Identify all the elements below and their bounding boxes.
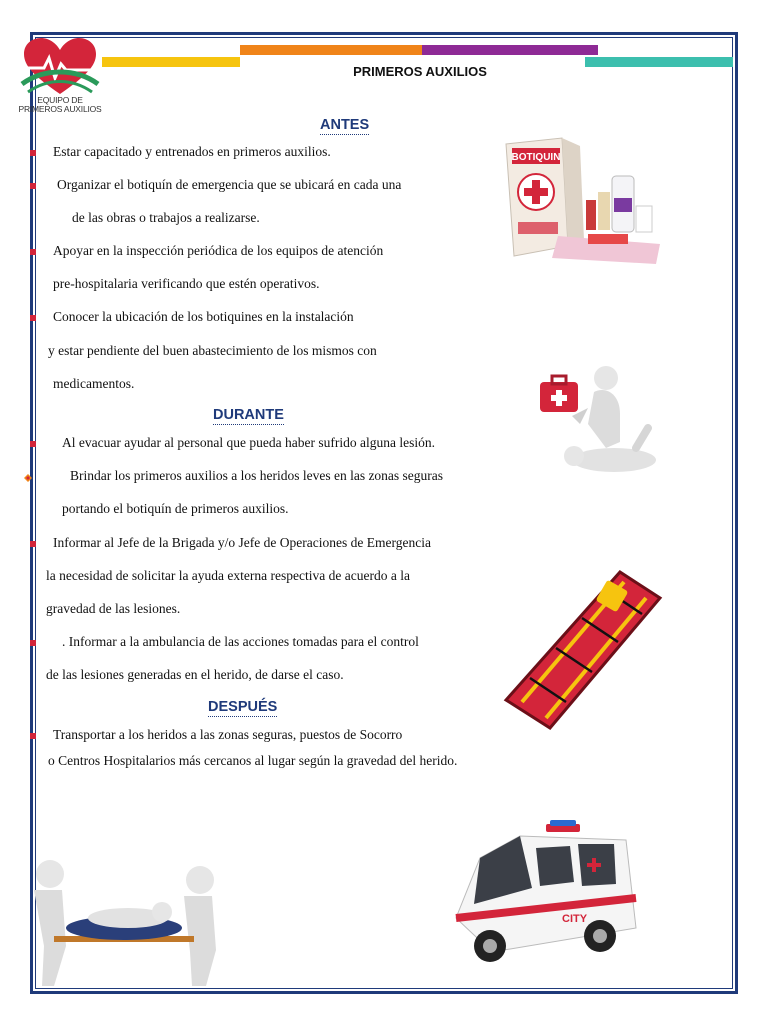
bullet-icon [30, 640, 36, 646]
header-bar-yellow [102, 57, 240, 67]
logo-caption-line2: PRIMEROS AUXILIOS [18, 104, 102, 114]
heading-despues: DESPUÉS [208, 699, 278, 715]
durante-line-6: gravedad de las lesiones. [46, 601, 181, 616]
durante-line-4: Informar al Jefe de la Brigada y/o Jefe de Operaciones de Emergencia [53, 535, 431, 550]
stretcher-carriers-image [24, 854, 220, 988]
page-title: PRIMEROS AUXILIOS [353, 64, 487, 79]
bullet-icon [30, 733, 36, 739]
ambulance-image [450, 818, 640, 974]
bullet-icon [30, 441, 36, 447]
antes-line-7: y estar pendiente del buen abastecimiento de los mismos con [48, 343, 377, 358]
logo-caption [12, 96, 108, 114]
bullet-icon [30, 183, 36, 189]
antes-line-2: Organizar el botiquín de emergencia que se ubicará en cada una [57, 177, 402, 192]
header-bar-teal [585, 57, 733, 67]
antes-line-6: Conocer la ubicación de los botiquines en la instalación [53, 309, 354, 324]
bullet-icon [30, 249, 36, 255]
bullet-icon [24, 474, 30, 480]
header-bar-orange [240, 45, 422, 55]
logo-caption-line1: EQUIPO DE [37, 95, 83, 105]
kit-label: BOTIQUIN [511, 152, 561, 163]
header-bar-purple [422, 45, 598, 55]
bullet-icon [30, 315, 36, 321]
antes-line-3: de las obras o trabajos a realizarse. [72, 210, 260, 225]
durante-line-8: de las lesiones generadas en el herido, de darse el caso. [46, 667, 344, 682]
heading-antes: ANTES [320, 117, 370, 133]
durante-line-7: . Informar a la ambulancia de las acciones tomadas para el control [62, 634, 419, 649]
rescue-stretcher-image [500, 568, 666, 732]
ambulance-label: CITY [562, 913, 588, 925]
antes-line-1: Estar capacitado y entrenados en primeros auxilios. [53, 144, 331, 159]
durante-line-2: Brindar los primeros auxilios a los heridos leves en las zonas seguras [70, 468, 444, 483]
heading-durante: DURANTE [213, 407, 284, 423]
antes-line-5: pre-hospitalaria verificando que estén operativos. [53, 276, 320, 291]
heart-icon [14, 38, 106, 100]
antes-line-4: Apoyar en la inspección periódica de los equipos de atención [53, 243, 384, 258]
durante-line-5: la necesidad de solicitar la ayuda externa respectiva de acuerdo a la [46, 568, 410, 583]
durante-line-3: portando el botiquín de primeros auxilios. [62, 501, 289, 516]
bullet-icon [30, 150, 36, 156]
despues-line-2: o Centros Hospitalarios más cercanos al lugar según la gravedad del herido. [48, 753, 458, 768]
durante-line-1: Al evacuar ayudar al personal que pueda haber sufrido alguna lesión. [62, 435, 435, 450]
first-aid-kit-image [498, 136, 660, 266]
bullet-icon [30, 541, 36, 547]
antes-line-8: medicamentos. [53, 376, 135, 391]
first-aid-team-logo [14, 38, 106, 128]
despues-line-1: Transportar a los heridos a las zonas seguras, puestos de Socorro [53, 727, 403, 742]
rescuer-with-kit-image [536, 364, 658, 482]
